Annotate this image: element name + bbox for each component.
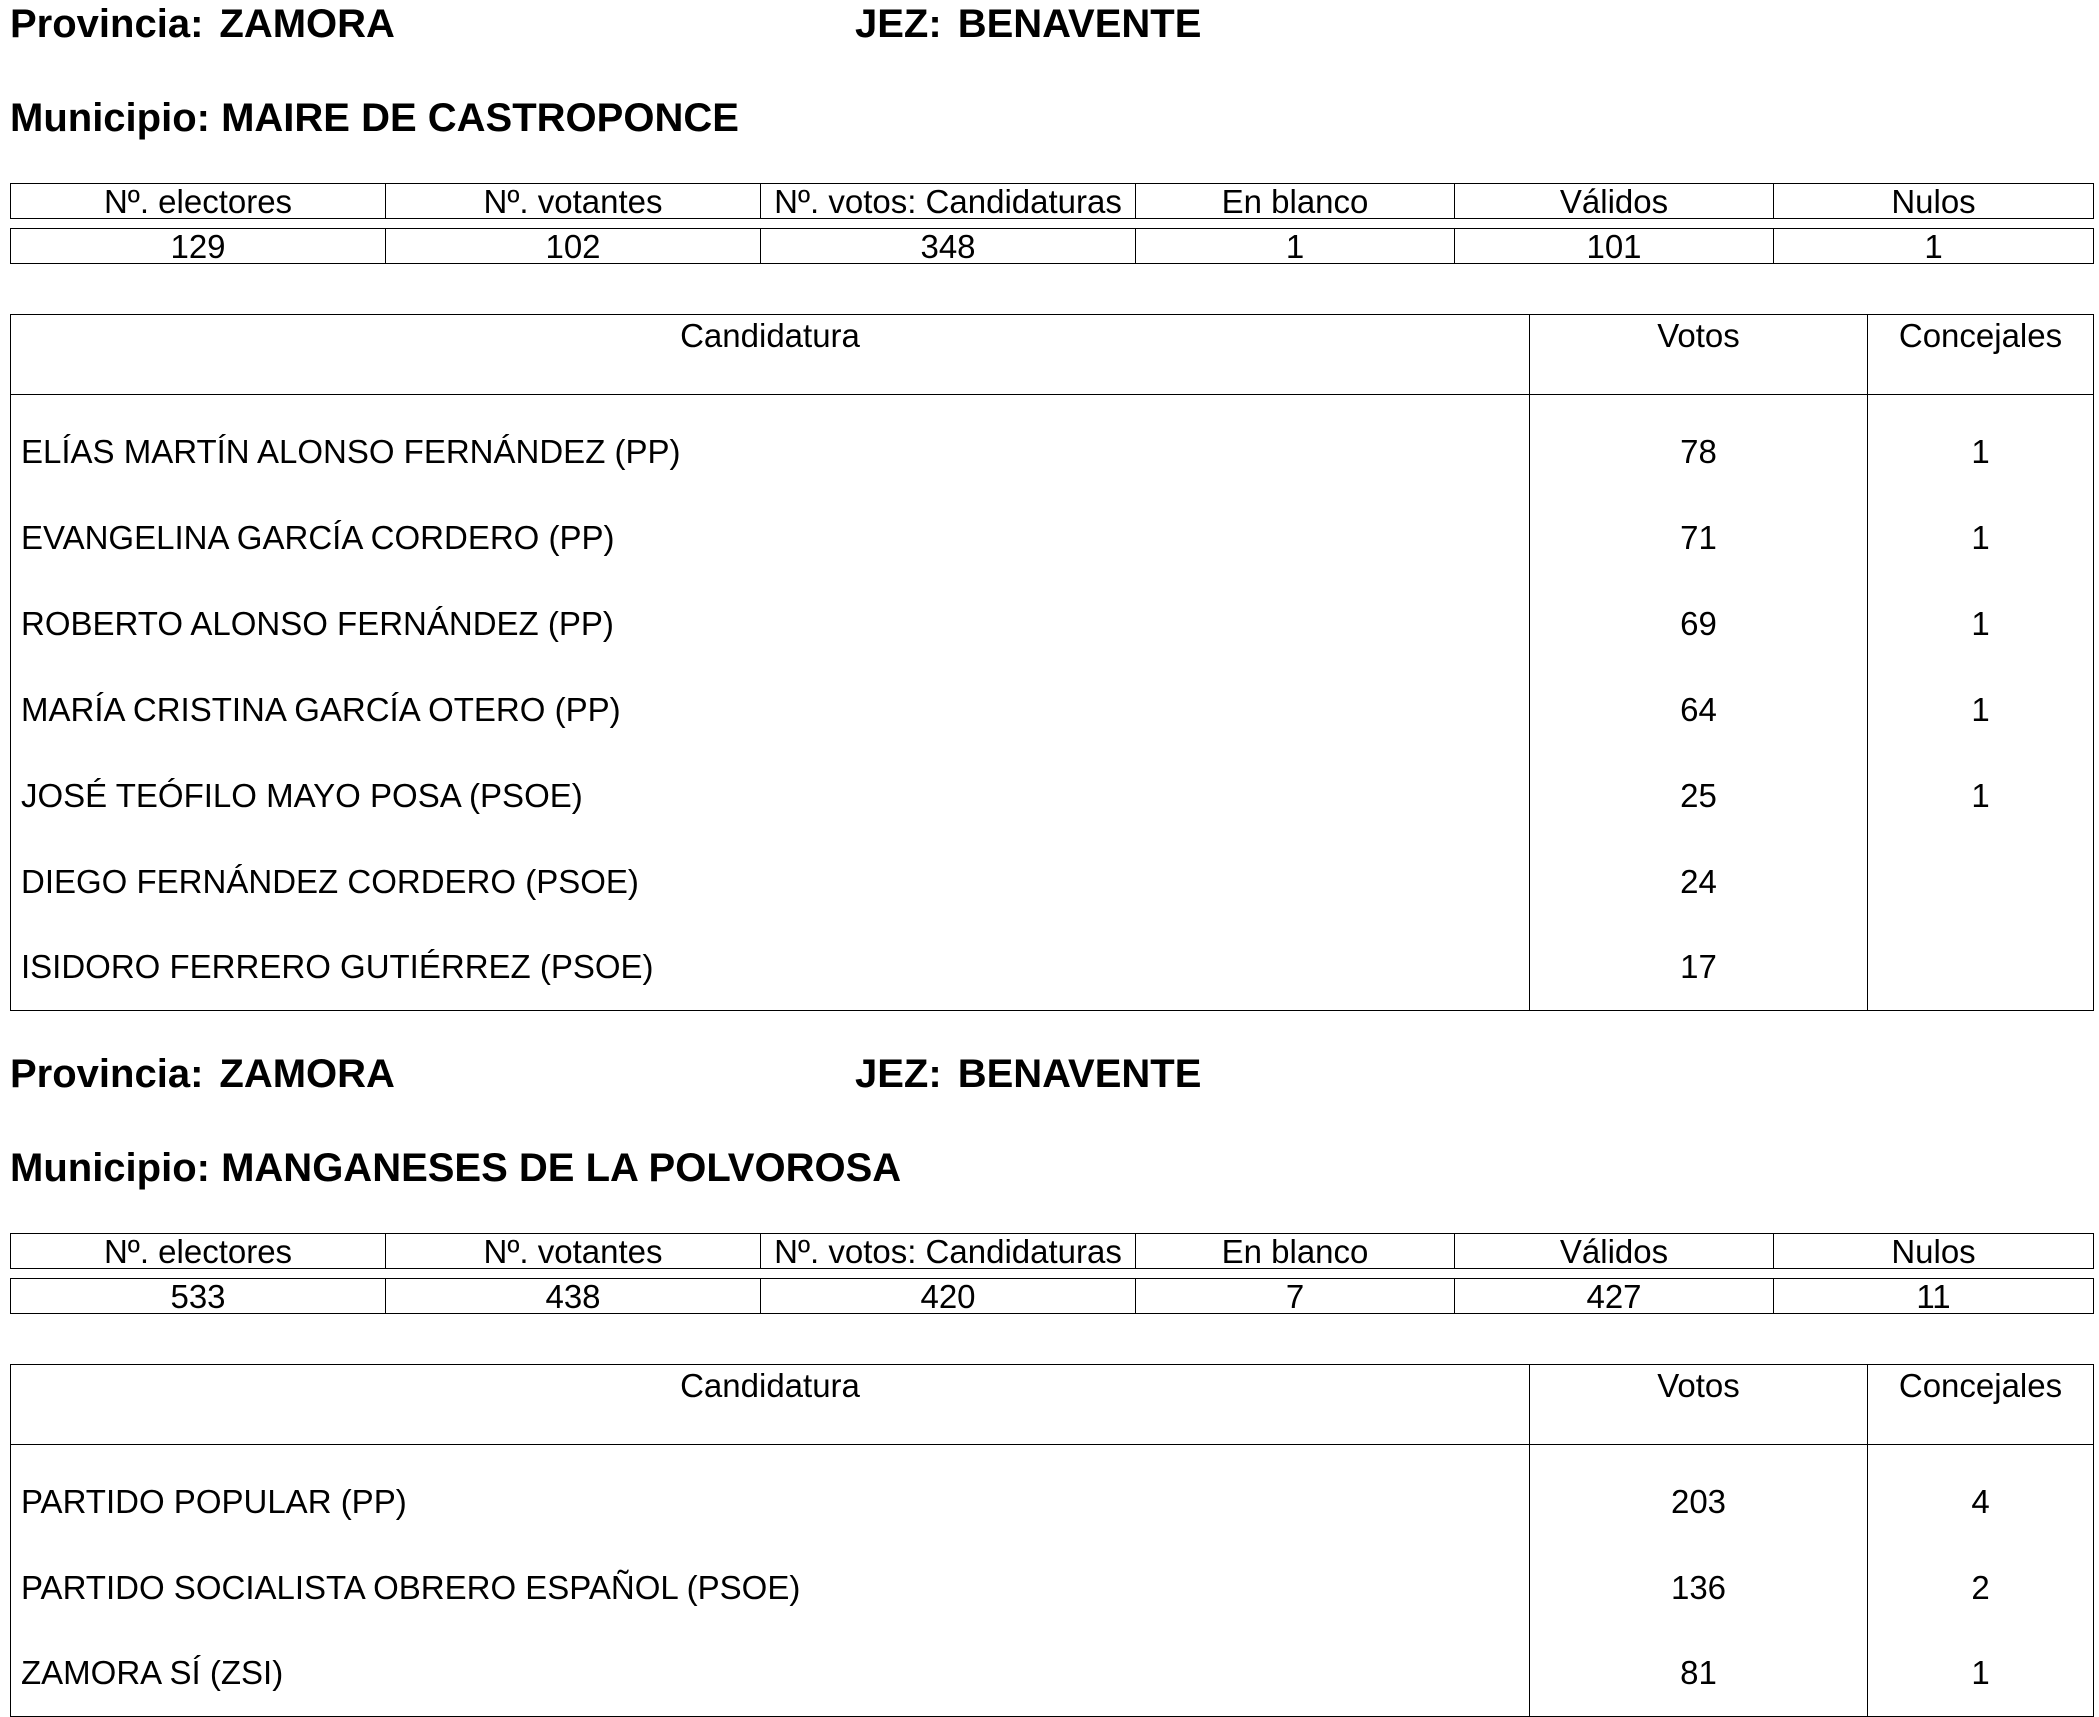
candidate-votos: 71 (1530, 495, 1868, 581)
candidate-name: PARTIDO POPULAR (PP) (11, 1445, 1530, 1545)
concejales-header: Concejales (1868, 1365, 2094, 1445)
summary-value: 7 (1136, 1279, 1455, 1314)
municipio-heading (10, 94, 739, 142)
provincia-value: ZAMORA (219, 2, 395, 46)
table-row (11, 839, 2094, 925)
municipio-heading (10, 1144, 901, 1192)
provincia-label: Provincia: (10, 1052, 204, 1096)
jez-label: JEZ: (855, 2, 942, 46)
candidate-votos: 78 (1530, 395, 1868, 495)
votos-header: Votos (1530, 315, 1868, 395)
summary-header: Nº. votos: Candidaturas (761, 1234, 1136, 1269)
candidate-votos: 24 (1530, 839, 1868, 925)
summary-header: Nº. votantes (386, 1234, 761, 1269)
candidate-concejales: 1 (1868, 581, 2094, 667)
jez-heading (855, 0, 1201, 48)
summary-header: Nº. votos: Candidaturas (761, 184, 1136, 219)
candidate-name: PARTIDO SOCIALISTA OBRERO ESPAÑOL (PSOE) (11, 1545, 1530, 1631)
candidate-concejales: 1 (1868, 667, 2094, 753)
municipio-label: Municipio: (10, 1146, 210, 1190)
candidate-concejales: 4 (1868, 1445, 2094, 1545)
table-row (11, 495, 2094, 581)
jez-value: BENAVENTE (957, 2, 1202, 46)
candidate-votos: 64 (1530, 667, 1868, 753)
summary-value: 438 (386, 1279, 761, 1314)
table-row (11, 1545, 2094, 1631)
summary-header: Nulos (1774, 1234, 2094, 1269)
candidate-votos: 25 (1530, 753, 1868, 839)
table-row (11, 753, 2094, 839)
table-row (11, 395, 2094, 495)
municipio-value: MANGANESES DE LA POLVOROSA (221, 1146, 902, 1190)
summary-table (10, 1233, 2094, 1314)
candidatura-header: Candidatura (11, 1365, 1530, 1445)
municipio-label: Municipio: (10, 96, 210, 140)
candidates-table (10, 314, 2094, 1011)
candidatura-header: Candidatura (11, 315, 1530, 395)
candidate-votos: 203 (1530, 1445, 1868, 1545)
candidates-table (10, 1364, 2094, 1717)
summary-header: Válidos (1455, 1234, 1774, 1269)
candidate-votos: 17 (1530, 925, 1868, 1011)
candidate-name: ELÍAS MARTÍN ALONSO FERNÁNDEZ (PP) (11, 395, 1530, 495)
candidate-concejales: 1 (1868, 1631, 2094, 1717)
candidate-concejales (1868, 925, 2094, 1011)
summary-value: 533 (11, 1279, 386, 1314)
provincia-heading (10, 1050, 395, 1098)
summary-value: 420 (761, 1279, 1136, 1314)
candidate-concejales: 1 (1868, 395, 2094, 495)
candidate-name: DIEGO FERNÁNDEZ CORDERO (PSOE) (11, 839, 1530, 925)
candidate-votos: 136 (1530, 1545, 1868, 1631)
provincia-label: Provincia: (10, 2, 204, 46)
provincia-value: ZAMORA (219, 1052, 395, 1096)
summary-header: En blanco (1136, 184, 1455, 219)
provincia-heading (10, 0, 395, 48)
summary-value: 427 (1455, 1279, 1774, 1314)
candidate-name: MARÍA CRISTINA GARCÍA OTERO (PP) (11, 667, 1530, 753)
summary-header: Válidos (1455, 184, 1774, 219)
summary-value: 101 (1455, 229, 1774, 264)
summary-header: Nulos (1774, 184, 2094, 219)
summary-header: Nº. electores (11, 1234, 386, 1269)
candidate-concejales: 2 (1868, 1545, 2094, 1631)
candidate-votos: 69 (1530, 581, 1868, 667)
summary-header: En blanco (1136, 1234, 1455, 1269)
jez-value: BENAVENTE (957, 1052, 1202, 1096)
concejales-header: Concejales (1868, 315, 2094, 395)
candidate-name: EVANGELINA GARCÍA CORDERO (PP) (11, 495, 1530, 581)
table-row (11, 667, 2094, 753)
candidate-votos: 81 (1530, 1631, 1868, 1717)
table-row (11, 1631, 2094, 1717)
candidate-name: ISIDORO FERRERO GUTIÉRREZ (PSOE) (11, 925, 1530, 1011)
candidate-name: JOSÉ TEÓFILO MAYO POSA (PSOE) (11, 753, 1530, 839)
jez-heading (855, 1050, 1201, 1098)
summary-value: 1 (1774, 229, 2094, 264)
candidate-concejales: 1 (1868, 495, 2094, 581)
summary-header: Nº. votantes (386, 184, 761, 219)
table-row (11, 925, 2094, 1011)
candidate-concejales (1868, 839, 2094, 925)
summary-value: 348 (761, 229, 1136, 264)
table-row (11, 581, 2094, 667)
candidate-name: ZAMORA SÍ (ZSI) (11, 1631, 1530, 1717)
summary-value: 102 (386, 229, 761, 264)
candidate-concejales: 1 (1868, 753, 2094, 839)
summary-table (10, 183, 2094, 264)
summary-value: 129 (11, 229, 386, 264)
summary-header: Nº. electores (11, 184, 386, 219)
municipio-value: MAIRE DE CASTROPONCE (221, 96, 739, 140)
summary-value: 11 (1774, 1279, 2094, 1314)
candidate-name: ROBERTO ALONSO FERNÁNDEZ (PP) (11, 581, 1530, 667)
jez-label: JEZ: (855, 1052, 942, 1096)
votos-header: Votos (1530, 1365, 1868, 1445)
summary-value: 1 (1136, 229, 1455, 264)
table-row (11, 1445, 2094, 1545)
